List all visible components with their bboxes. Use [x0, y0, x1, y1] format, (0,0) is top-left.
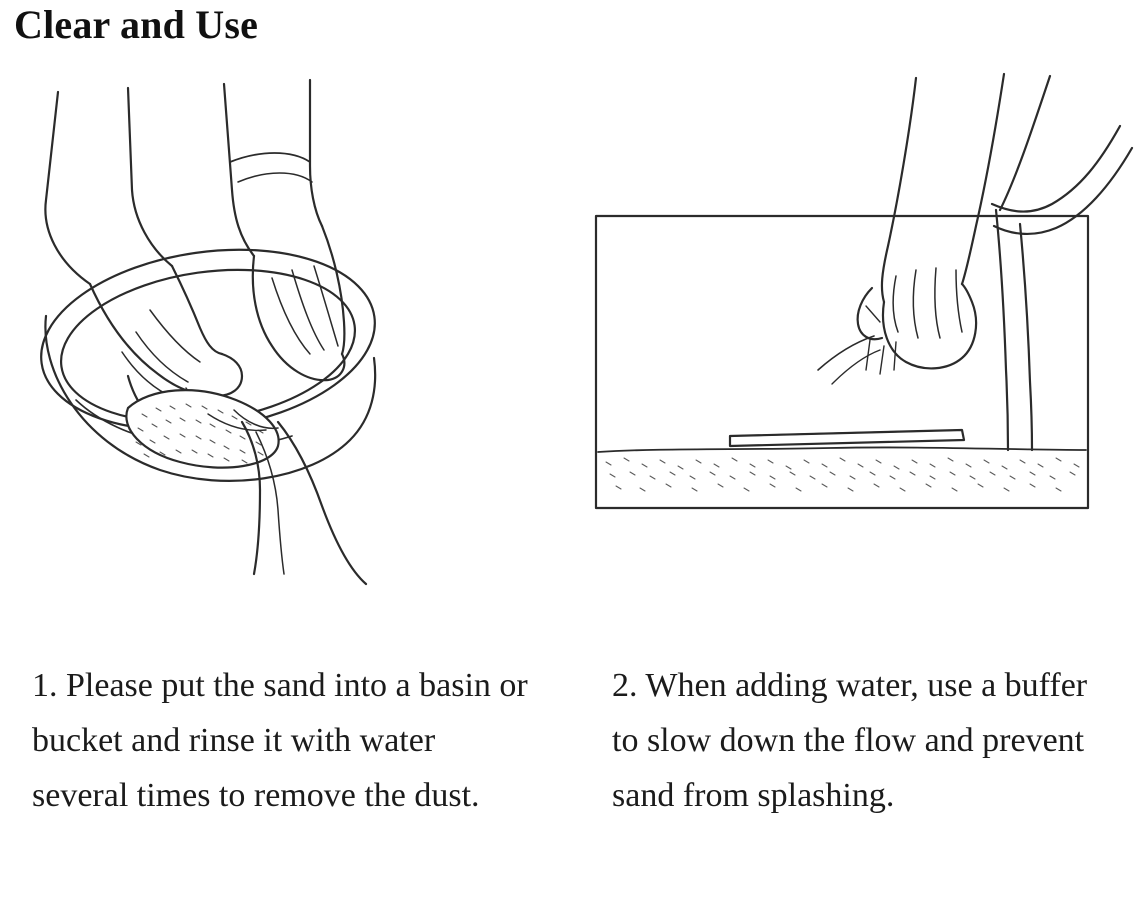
- step-2-figure: [580, 70, 1140, 640]
- left-finger-2: [136, 332, 188, 382]
- water-drop-line-1: [818, 336, 874, 370]
- aquarium-tank: [596, 216, 1088, 508]
- thumb-crease: [866, 306, 880, 322]
- hose-curve-bottom: [994, 148, 1132, 234]
- hose-curve-top: [992, 126, 1120, 212]
- sand-layer-texture: [606, 458, 1079, 491]
- knuckle-line-3: [935, 268, 940, 338]
- sand-layer-surface: [598, 447, 1086, 452]
- hands-rinsing-sand-in-basin-illustration: [10, 70, 570, 640]
- left-finger-1: [150, 310, 200, 362]
- right-wrist-crease: [230, 153, 310, 162]
- step-1-caption: 1. Please put the sand into a basin or bucket and rinse it with water several times to remove the dust.: [32, 667, 528, 815]
- left-hand-thumb: [172, 266, 222, 354]
- knuckle-line-1: [893, 276, 898, 332]
- right-wrist-crease-2: [238, 173, 312, 182]
- water-drop-line-5: [894, 342, 896, 370]
- hose-upper-left-edge: [1000, 76, 1050, 210]
- left-hand-outline: [90, 284, 242, 396]
- step-1-figure: [10, 70, 570, 640]
- step-2-panel: [580, 70, 1140, 924]
- water-drop-line-2: [832, 350, 880, 384]
- steps-container: [0, 70, 1145, 924]
- right-hand-outline: [253, 256, 345, 380]
- knuckle-line-4: [956, 270, 962, 332]
- thumb-outline: [858, 288, 882, 339]
- right-forearm-inner: [310, 80, 322, 226]
- step-1-panel: [10, 70, 570, 924]
- water-stream-right-edge: [278, 422, 366, 584]
- knuckle-line-2: [913, 270, 918, 338]
- right-finger-1: [272, 278, 310, 354]
- right-finger-3: [314, 266, 338, 346]
- left-forearm-inner: [128, 88, 172, 266]
- left-forearm-outer: [45, 92, 90, 284]
- hand-outline: [883, 284, 976, 368]
- hand-holding-buffer-in-aquarium-illustration: [580, 70, 1140, 640]
- right-forearm-outer: [224, 84, 254, 256]
- hose-body-left: [996, 210, 1008, 450]
- forearm-right-edge: [962, 74, 1004, 284]
- step-2-caption: 2. When adding water, use a buffer to slow down the flow and prevent sand from splashing.: [612, 667, 1088, 815]
- forearm-left-edge: [882, 78, 916, 302]
- page-title: Clear and Use: [14, 2, 259, 47]
- hose-body-right: [1020, 224, 1032, 450]
